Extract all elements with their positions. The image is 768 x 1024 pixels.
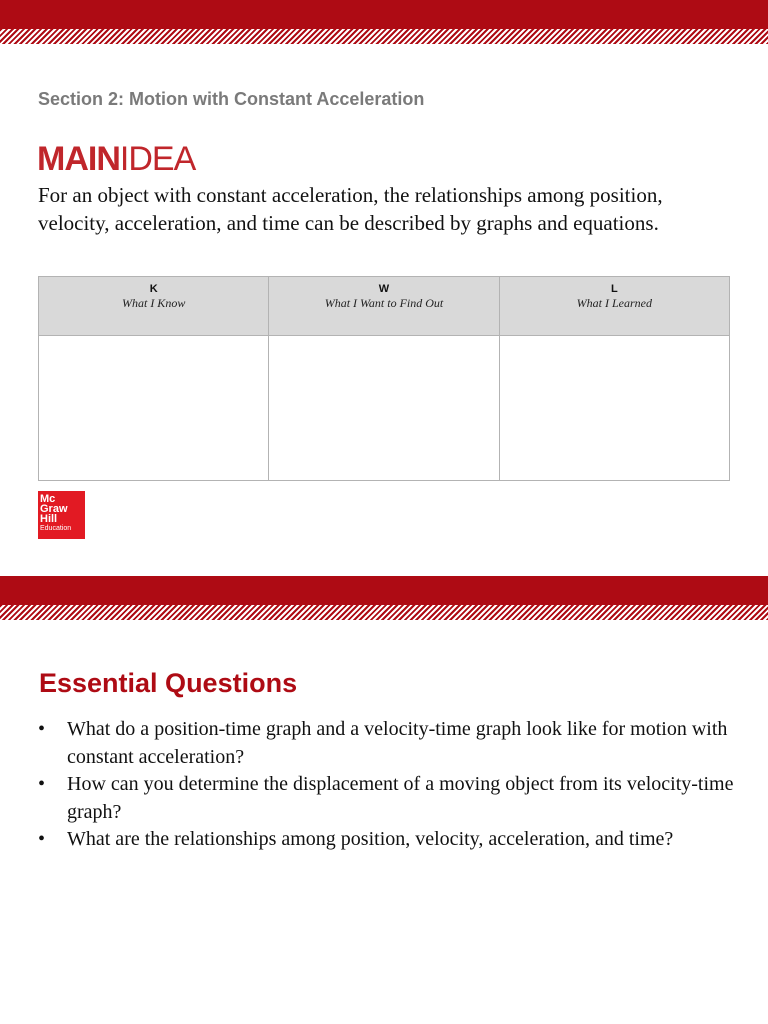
question-text: What are the relationships among position, velocity, acceleration, and time? [67,828,674,850]
top-band [0,0,768,44]
kwl-header-k [39,277,269,336]
bullet-icon: • [38,773,46,795]
band-solid [0,576,768,605]
kwl-subtitle-w: What I Want to Find Out [324,296,444,310]
kwl-chart [38,276,730,481]
kwl-subtitle-k: What I Know [121,296,186,310]
section-title: Section 2: Motion with Constant Acceleration [38,89,425,109]
essential-questions-list [38,716,738,854]
question-item [38,826,738,854]
publisher-logo [38,491,85,539]
kwl-letter-l: L [610,283,618,295]
logo-word-3: Hill [40,513,58,525]
band-hatch [0,605,768,620]
band-hatch [0,29,768,44]
bullet-icon: • [38,828,46,850]
kwl-cell-w[interactable] [269,336,499,481]
logo-word-4: Education [40,525,72,532]
essential-questions-heading: Essential Questions [39,668,298,698]
question-text: What do a position-time graph and a velocity-time graph look like for motion with constant acceleration? [67,718,728,768]
question-text: How can you determine the displacement of a moving object from its velocity-time graph? [67,773,734,823]
bullet-icon: • [38,718,46,740]
kwl-header-l [499,277,729,336]
main-idea-label-light: IDEA [119,140,196,178]
kwl-subtitle-l: What I Learned [576,296,652,310]
kwl-cell-l[interactable] [499,336,729,481]
question-item [38,771,738,826]
kwl-cell-k[interactable] [39,336,269,481]
top-band [0,576,768,620]
logo-word-1: Mc [40,493,56,505]
kwl-header-w [269,277,499,336]
question-item [38,716,738,771]
main-idea-label-bold: MAIN [37,140,120,178]
logo-word-2: Graw [40,503,68,515]
main-idea-logo [37,141,195,177]
slide-2 [0,576,768,1024]
kwl-letter-w: W [378,283,390,295]
band-solid [0,0,768,29]
main-idea-text: For an object with constant acceleration, the relationships among position, velocity, acceleration, and time can be described by graphs and equations. [38,183,663,235]
kwl-letter-k: K [149,283,158,295]
